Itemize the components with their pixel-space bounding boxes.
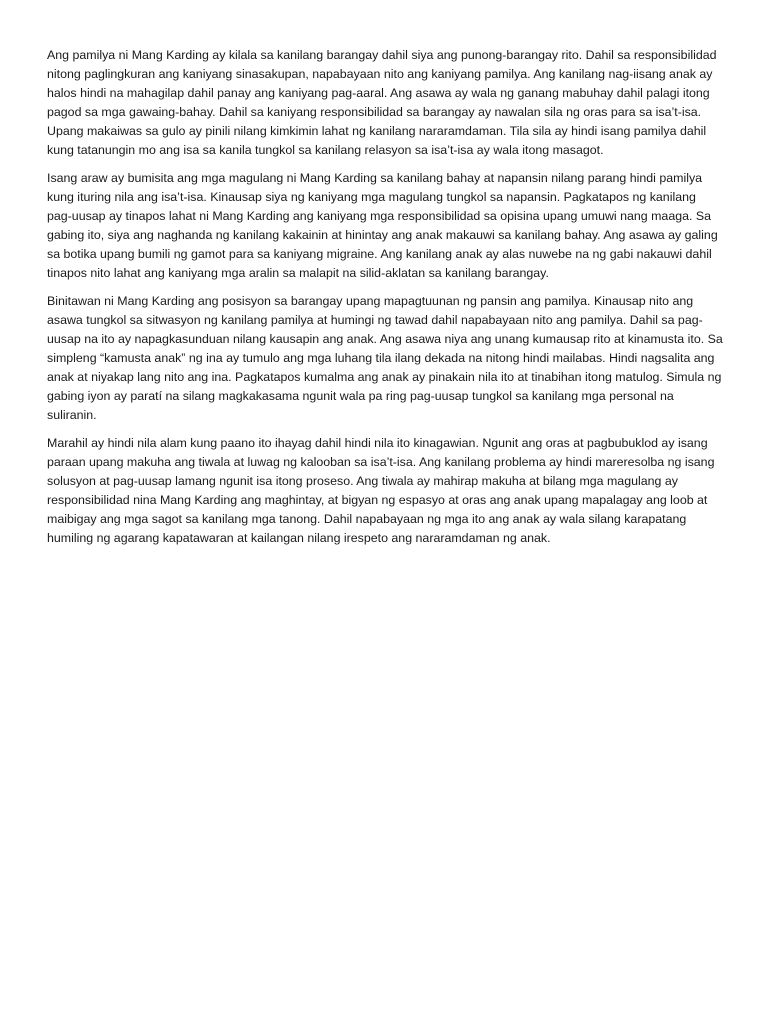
document-page (47, 46, 723, 557)
paragraph-2: Isang araw ay bumisita ang mga magulang ni Mang Karding sa kanilang bahay at napansin nilang parang hindi pamilya kung ituring nila ang isa’t-isa. Kinausap siya ng kaniyang mga magulang tungkol sa napansin. Pagkatapos ng kanilang pag-uusap ay tinapos lahat ni Mang Karding ang kaniyang mga responsibilidad sa opisina upang umuwi nang maaga. Sa gabing ito, siya ang naghanda ng kanilang kakainin at hinintay ang anak makauwi sa kanilang bahay. Ang asawa ay galing sa botika upang bumili ng gamot para sa kaniyang migraine. Ang kanilang anak ay alas nuwebe na ng gabi nakauwi dahil tinapos nito lahat ang kaniyang mga aralin sa malapit na silid-aklatan sa kanilang barangay. (47, 171, 718, 280)
paragraph-3: Binitawan ni Mang Karding ang posisyon sa barangay upang mapagtuunan ng pansin ang pamilya. Kinausap nito ang asawa tungkol sa sitwasyon ng kanilang pamilya at humingi ng tawad dahil napabayaan nito ang pamilya. Dahil sa pag-uusap na ito ay napagkasunduan nilang kausapin ang anak. Ang asawa niya ang unang kumausap rito at kinamusta ito. Sa simpleng “kamusta anak” ng ina ay tumulo ang mga luhang tila ilang dekada na nitong hindi mailabas. Hindi nagsalita ang anak at niyakap lang nito ang ina. Pagkatapos kumalma ang anak ay pinakain nila ito at tinabihan itong matulog. Simula ng gabing iyon ay paratí na silang magkakasama ngunit wala pa ring pag-uusap tungkol sa kanilang mga personal na suliranin. (47, 294, 723, 422)
paragraph-1: Ang pamilya ni Mang Karding ay kilala sa kanilang barangay dahil siya ang punong-barangay rito. Dahil sa responsibilidad nitong paglingkuran ang kaniyang sinasakupan, napabayaan nito ang kaniyang pamilya. Ang kanilang nag-iisang anak ay halos hindi na mahagilap dahil panay ang kaniyang pag-aaral. Ang asawa ay wala ng ganang mabuhay dahil palagi itong pagod sa mga gawaing-bahay. Dahil sa kaniyang responsibilidad sa barangay ay nawalan sila ng oras para sa isa’t-isa. Upang makaiwas sa gulo ay pinili nilang kimkimin lahat ng kanilang nararamdaman. Tila sila ay hindi isang pamilya dahil kung tatanungin mo ang isa sa kanila tungkol sa kanilang relasyon sa isa’t-isa ay wala itong masagot. (47, 48, 717, 157)
paragraph-4: Marahil ay hindi nila alam kung paano ito ihayag dahil hindi nila ito kinagawian. Ngunit ang oras at pagbubuklod ay isang paraan upang makuha ang tiwala at luwag ng kalooban sa isa’t-isa. Ang kanilang problema ay hindi mareresolba ng isang solusyon at pag-uusap lamang ngunit isa itong proseso. Ang tiwala ay mahirap makuha at bilang mga magulang ay responsibilidad nina Mang Karding ang maghintay, at bigyan ng espasyo at oras ang anak upang mapalagay ang loob at maibigay ang mga sagot sa kanilang mga tanong. Dahil napabayaan ng mga ito ang anak ay wala silang karapatang humiling ng agarang kapatawaran at kailangan nilang irespeto ang nararamdaman ng anak. (47, 436, 715, 545)
